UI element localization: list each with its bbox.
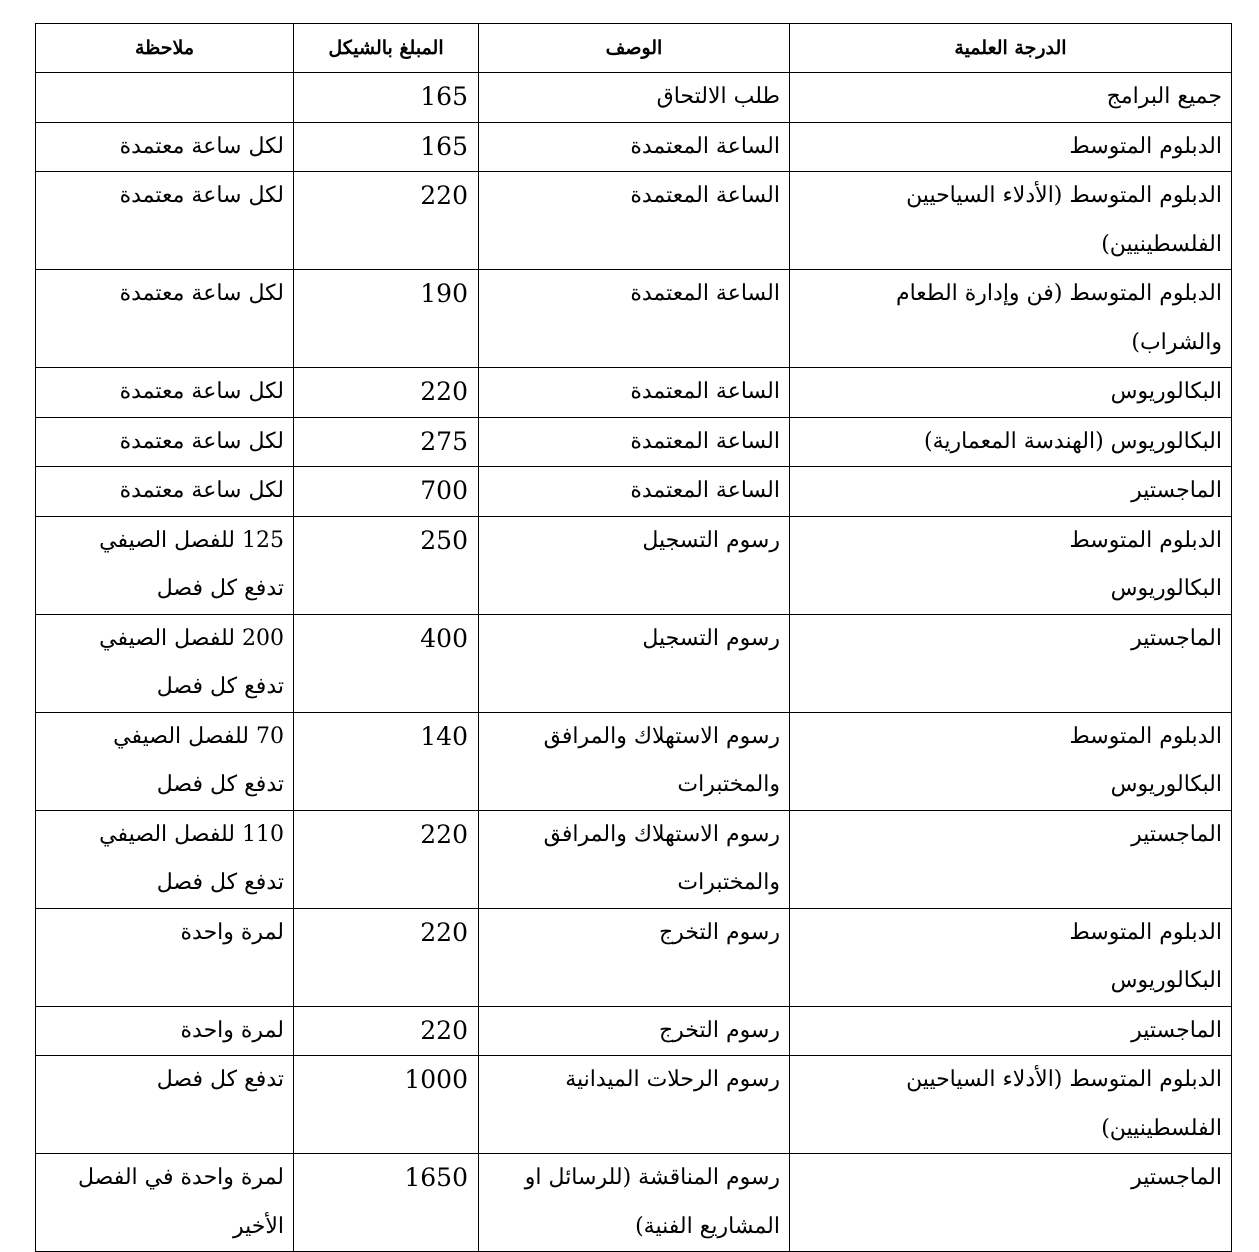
- cell-amount: [294, 172, 479, 270]
- fees-page: [35, 23, 1231, 1252]
- cell-note: [36, 368, 294, 418]
- cell-amount: [294, 908, 479, 1006]
- cell-note-text: لكل ساعة معتمدة: [119, 183, 284, 208]
- cell-amount-text: 220: [420, 819, 468, 849]
- cell-degree: [790, 712, 1232, 810]
- cell-degree-text: الماجستير: [1131, 1165, 1222, 1190]
- table-row: [36, 516, 1232, 614]
- header-amount: المبلغ بالشيكل: [294, 24, 479, 73]
- cell-description: [479, 417, 790, 467]
- cell-note: [36, 270, 294, 368]
- cell-amount-text: 250: [420, 525, 468, 555]
- fees-table: [35, 23, 1232, 1252]
- cell-description: [479, 368, 790, 418]
- cell-degree-text: الماجستير: [1131, 1017, 1222, 1043]
- table-row: [36, 122, 1232, 172]
- cell-amount-text: 220: [420, 377, 468, 406]
- cell-description-text: رسوم الرحلات الميدانية: [565, 1067, 780, 1092]
- cell-note: [36, 172, 294, 270]
- cell-description: [479, 270, 790, 368]
- cell-degree-text: الدبلوم المتوسط (الأدلاء السياحيين الفلسطينيين): [906, 1067, 1222, 1141]
- table-row: [36, 810, 1232, 908]
- cell-description-text: رسوم التخرج: [658, 919, 780, 945]
- cell-description: [479, 908, 790, 1006]
- cell-note: [36, 1154, 294, 1252]
- cell-degree: [790, 172, 1232, 270]
- cell-description: [479, 516, 790, 614]
- cell-degree: [790, 908, 1232, 1006]
- cell-description-text: رسوم الاستهلاك والمرافق والمختبرات: [543, 723, 780, 797]
- cell-amount: [294, 417, 479, 467]
- header-description: الوصف: [479, 24, 790, 73]
- cell-amount: [294, 516, 479, 614]
- cell-degree-text: الدبلوم المتوسط (الأدلاء السياحيين الفلسطينيين): [906, 183, 1222, 257]
- table-row: [36, 368, 1232, 418]
- cell-note-text: لكل ساعة معتمدة: [119, 133, 284, 159]
- cell-note: [36, 712, 294, 810]
- cell-degree: [790, 73, 1232, 123]
- cell-degree-text: جميع البرامج: [1106, 84, 1222, 109]
- cell-description: [479, 810, 790, 908]
- header-note: ملاحظة: [36, 24, 294, 73]
- cell-description-text: رسوم الاستهلاك والمرافق والمختبرات: [543, 821, 780, 895]
- cell-note: [36, 73, 294, 123]
- cell-degree-text: الماجستير: [1131, 478, 1222, 503]
- cell-amount-text: 165: [420, 82, 468, 111]
- cell-description: [479, 1056, 790, 1154]
- cell-note-text: 110 للفصل الصيفي تدفع كل فصل: [99, 821, 284, 895]
- cell-description: [479, 73, 790, 123]
- cell-amount-text: 140: [420, 721, 468, 751]
- cell-amount-text: 220: [420, 917, 468, 947]
- cell-note-text: لمرة واحدة: [180, 919, 284, 945]
- cell-note-text: لكل ساعة معتمدة: [119, 281, 284, 306]
- cell-description-text: الساعة المعتمدة: [630, 379, 780, 404]
- table-row: [36, 1006, 1232, 1056]
- cell-description-text: رسوم التسجيل: [642, 527, 780, 553]
- cell-note-text: 125 للفصل الصيفي تدفع كل فصل: [99, 527, 284, 601]
- cell-degree: [790, 270, 1232, 368]
- cell-degree-text: الدبلوم المتوسط (فن وإدارة الطعام والشراب): [895, 281, 1222, 355]
- cell-amount-text: 220: [420, 1015, 468, 1045]
- table-row: [36, 73, 1232, 123]
- cell-note: [36, 614, 294, 712]
- cell-amount: [294, 810, 479, 908]
- cell-degree: [790, 1154, 1232, 1252]
- cell-note: [36, 908, 294, 1006]
- cell-amount-text: 190: [420, 279, 468, 308]
- cell-amount-text: 700: [420, 476, 468, 505]
- cell-degree-text: البكالوريوس (الهندسة المعمارية): [924, 428, 1222, 454]
- cell-note-text: 200 للفصل الصيفي تدفع كل فصل: [99, 625, 284, 699]
- cell-amount-text: 1650: [404, 1163, 468, 1192]
- cell-amount: [294, 1154, 479, 1252]
- table-row: [36, 1056, 1232, 1154]
- cell-degree: [790, 1006, 1232, 1056]
- cell-note: [36, 467, 294, 517]
- cell-amount: [294, 614, 479, 712]
- cell-description-text: طلب الالتحاق: [656, 84, 780, 109]
- cell-note-text: لمرة واحدة: [180, 1017, 284, 1043]
- cell-degree: [790, 122, 1232, 172]
- cell-note-text: لمرة واحدة في الفصل الأخير: [77, 1165, 284, 1239]
- cell-amount-text: 220: [420, 181, 468, 210]
- cell-amount-text: 400: [420, 623, 468, 653]
- cell-description: [479, 467, 790, 517]
- header-degree: الدرجة العلمية: [790, 24, 1232, 73]
- cell-degree-text: البكالوريوس: [1110, 379, 1222, 404]
- cell-degree-text: الدبلوم المتوسط البكالوريوس: [1069, 527, 1222, 601]
- cell-description-text: رسوم التخرج: [658, 1017, 780, 1043]
- cell-description-text: الساعة المعتمدة: [630, 133, 780, 159]
- cell-note: [36, 417, 294, 467]
- cell-note: [36, 1056, 294, 1154]
- table-row: [36, 712, 1232, 810]
- table-row: [36, 1154, 1232, 1252]
- cell-degree-text: الماجستير: [1131, 625, 1222, 651]
- cell-description-text: الساعة المعتمدة: [630, 428, 780, 454]
- cell-note-text: لكل ساعة معتمدة: [119, 428, 284, 454]
- cell-amount: [294, 368, 479, 418]
- cell-amount: [294, 467, 479, 517]
- cell-description: [479, 122, 790, 172]
- cell-description-text: الساعة المعتمدة: [630, 478, 780, 503]
- cell-degree: [790, 614, 1232, 712]
- cell-note-text: 70 للفصل الصيفي تدفع كل فصل: [113, 723, 284, 797]
- cell-degree: [790, 467, 1232, 517]
- cell-note: [36, 1006, 294, 1056]
- cell-description-text: الساعة المعتمدة: [630, 281, 780, 306]
- cell-amount-text: 165: [420, 131, 468, 161]
- cell-note-text: تدفع كل فصل: [156, 1067, 284, 1092]
- cell-degree: [790, 516, 1232, 614]
- cell-degree-text: الدبلوم المتوسط البكالوريوس: [1069, 919, 1222, 993]
- cell-description-text: رسوم المناقشة (للرسائل او المشاريع الفنية): [524, 1165, 780, 1239]
- cell-degree: [790, 1056, 1232, 1154]
- cell-degree: [790, 417, 1232, 467]
- cell-degree: [790, 810, 1232, 908]
- cell-description: [479, 1154, 790, 1252]
- cell-amount-text: 1000: [404, 1065, 468, 1094]
- table-row: [36, 614, 1232, 712]
- table-header-row: [36, 24, 1232, 73]
- cell-description: [479, 1006, 790, 1056]
- table-row: [36, 270, 1232, 368]
- cell-amount-text: 275: [420, 426, 468, 456]
- cell-amount: [294, 1006, 479, 1056]
- cell-description-text: رسوم التسجيل: [642, 625, 780, 651]
- cell-description: [479, 172, 790, 270]
- cell-degree-text: الدبلوم المتوسط البكالوريوس: [1069, 723, 1222, 797]
- table-body: [36, 73, 1232, 1252]
- cell-note: [36, 122, 294, 172]
- cell-amount: [294, 712, 479, 810]
- table-row: [36, 172, 1232, 270]
- cell-degree: [790, 368, 1232, 418]
- cell-degree-text: الماجستير: [1131, 821, 1222, 847]
- cell-amount: [294, 73, 479, 123]
- cell-description: [479, 712, 790, 810]
- cell-note-text: لكل ساعة معتمدة: [119, 379, 284, 404]
- cell-note: [36, 810, 294, 908]
- cell-description: [479, 614, 790, 712]
- cell-amount: [294, 122, 479, 172]
- cell-description-text: الساعة المعتمدة: [630, 183, 780, 208]
- cell-note-text: لكل ساعة معتمدة: [119, 478, 284, 503]
- table-row: [36, 467, 1232, 517]
- cell-amount: [294, 1056, 479, 1154]
- table-row: [36, 417, 1232, 467]
- cell-amount: [294, 270, 479, 368]
- cell-note: [36, 516, 294, 614]
- cell-degree-text: الدبلوم المتوسط: [1069, 133, 1222, 159]
- table-row: [36, 908, 1232, 1006]
